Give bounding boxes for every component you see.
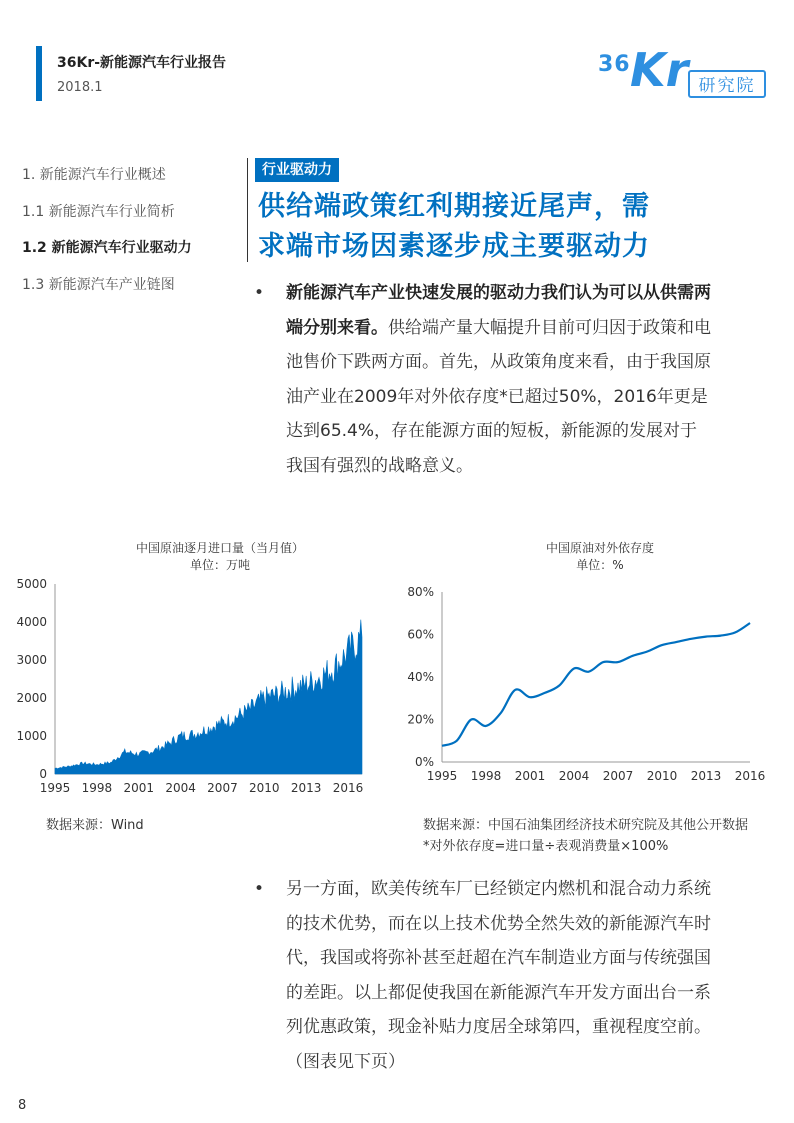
chart2-note: *对外依存度=进口量÷表观消费量×100% (423, 839, 669, 854)
header-accent-bar (36, 46, 42, 101)
chart2-title: 中国原油对外依存度 单位：% (400, 540, 794, 574)
chart1-import-area (55, 620, 362, 774)
logo-letters: Kr (630, 43, 689, 97)
chart1-ytick-label: 5000 (16, 577, 47, 591)
chart2-xtick-label: 2007 (602, 769, 634, 783)
toc-item-overview[interactable]: 1. 新能源汽车行业概述 (22, 167, 166, 183)
36kr-logo (598, 43, 770, 102)
chart2-xtick-label: 2013 (690, 769, 722, 783)
chart1-source: 数据来源：Wind (46, 818, 144, 833)
toc-item-drivers[interactable]: 1.2 新能源汽车行业驱动力 (22, 240, 192, 256)
chart1-ytick-label: 3000 (16, 653, 47, 667)
chart1-xtick-label: 2013 (290, 781, 322, 795)
chart1-xtick-label: 2004 (165, 781, 196, 795)
chart1-xtick-label: 2007 (207, 781, 238, 795)
paragraph-2 (254, 872, 713, 1079)
paragraph-1-lead: 新能源汽车产业快速发展的驱动力我们认为可以从供需两端分别来看。 (286, 283, 711, 338)
logo-text: 研究院 (688, 70, 766, 98)
chart1-title: 中国原油逐月进口量（当月值） 单位：万吨 (20, 540, 420, 574)
chart1-ytick-label: 4000 (16, 615, 47, 629)
page-number: 8 (18, 1098, 27, 1113)
paragraph-1-text: 供给端产量大幅提升目前可归因于政策和电池售价下跌两方面。首先，从政策角度来看，由于我国原油产业在2009年对外依存度*已超过50%，2016年更是达到65.4%，存在能源方面的短板，新能源的发展对于我国有强烈的战略意义。 (286, 317, 711, 476)
chart2-xtick-label: 1995 (426, 769, 458, 783)
paragraph-2-text: 另一方面，欧美传统车厂已经锁定内燃机和混合动力系统的技术优势，而在以上技术优势全然失效的新能源汽车时代，我国或将弥补甚至赶超在汽车制造业方面与传统强国的差距。以上都促使我国在新能源汽车开发方面出台一系列优惠政策，现金补贴力度居全球第四，重视程度空前。（图表见下页） (286, 879, 711, 1072)
section-headline (258, 187, 728, 267)
chart2-ytick-label: 0% (414, 755, 434, 769)
chart2-xtick-label: 2004 (558, 769, 590, 783)
chart2-ytick-label: 20% (407, 712, 434, 727)
chart2-subtitle: 单位：% (576, 558, 624, 572)
chart1-xtick-label: 1998 (81, 781, 113, 795)
section-divider (247, 158, 248, 262)
chart1-ytick-label: 0 (39, 767, 47, 781)
chart1-xtick-label: 2010 (249, 781, 280, 795)
chart2-ytick-label: 40% (407, 670, 434, 684)
chart2-ytick-label: 80% (407, 585, 434, 599)
headline-line-2: 求端市场因素逐步成主要驱动力 (258, 231, 650, 262)
chart2-source: 数据来源：中国石油集团经济技术研究院及其他公开数据 (423, 818, 749, 833)
chart1-ytick-label: 1000 (16, 729, 47, 743)
chart2-xtick-label: 2001 (514, 769, 546, 783)
logo-number: 36 (598, 52, 631, 77)
chart1-subtitle: 单位：万吨 (189, 558, 250, 572)
bullet-icon: • (254, 283, 265, 303)
chart1-ytick-label: 2000 (16, 691, 47, 705)
chart2-xtick-label: 2016 (734, 769, 766, 783)
chart2-ytick-label: 60% (407, 627, 434, 642)
section-tag: 行业驱动力 (255, 158, 339, 182)
headline-line-1: 供给端政策红利期接近尾声，需 (258, 191, 650, 222)
chart2-dependency-line (442, 623, 750, 746)
chart1-xtick-label: 1995 (39, 781, 71, 795)
chart1-xtick-label: 2016 (332, 781, 364, 795)
chart2-xtick-label: 2010 (646, 769, 678, 783)
toc-item-chain[interactable]: 1.3 新能源汽车产业链图 (22, 277, 175, 293)
chart2-line-chart (390, 570, 780, 800)
paragraph-1 (254, 276, 713, 483)
chart1-area-chart (0, 570, 380, 810)
report-date: 2018.1 (57, 80, 103, 95)
report-title: 36Kr-新能源汽车行业报告 (57, 55, 227, 71)
chart2-xtick-label: 1998 (470, 769, 502, 783)
bullet-icon: • (254, 879, 265, 899)
toc-item-analysis[interactable]: 1.1 新能源汽车行业简析 (22, 204, 175, 220)
chart1-xtick-label: 2001 (123, 781, 155, 795)
